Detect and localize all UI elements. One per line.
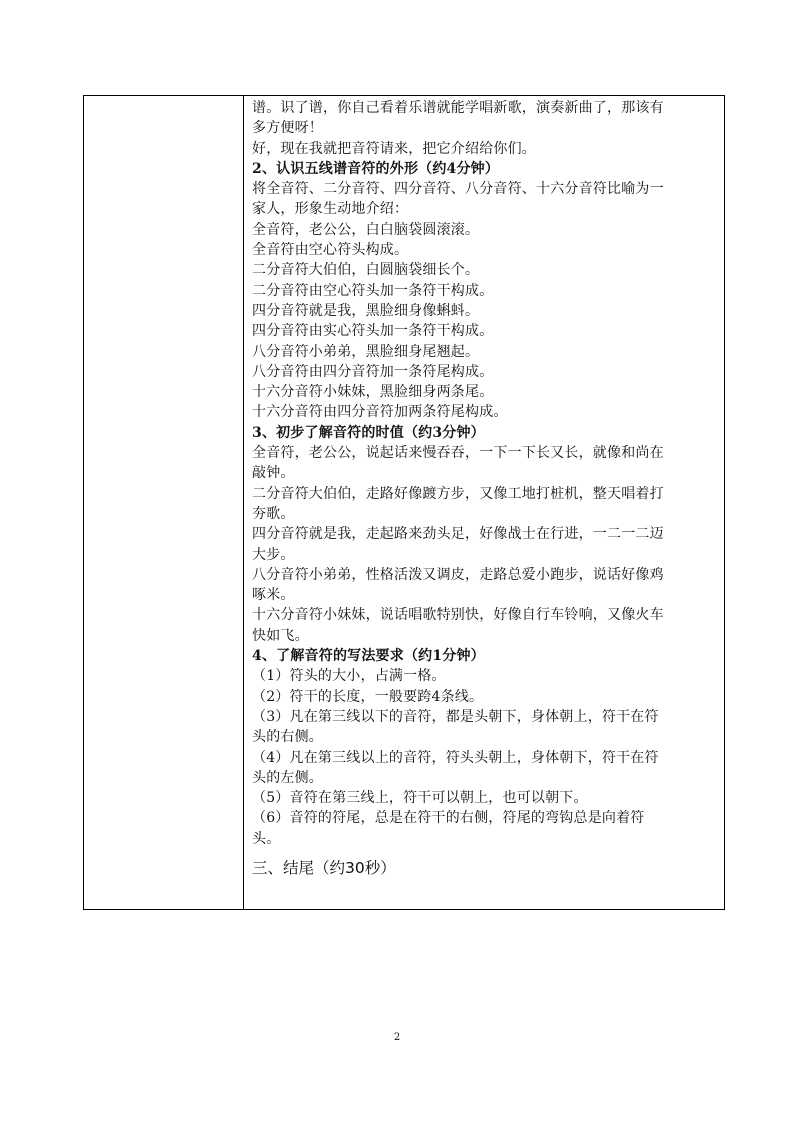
text-line: 二分音符由空心符头加一条符干构成。 — [252, 282, 494, 299]
text-line: 十六分音符由四分音符加两条符尾构成。 — [252, 404, 508, 421]
text-line: 十六分音符小妹妹，黑脸细身两条尾。 — [252, 384, 494, 401]
section-heading: 2、认识五线谱音符的外形（约4分钟） — [252, 160, 500, 177]
text-line: 二分音符大伯伯，走路好像踱方步，又像工地打桩机，整天唱着打 — [252, 485, 664, 502]
text-line: 八分音符由四分音符加一条符尾构成。 — [252, 363, 494, 380]
page-number: 2 — [393, 1032, 401, 1043]
lesson-plan-table — [83, 95, 725, 910]
section-heading: 4、了解音符的写法要求（约1分钟） — [252, 648, 485, 665]
text-line: 啄米。 — [252, 587, 295, 604]
text-line: 夯歌。 — [252, 505, 295, 522]
text-line: 快如飞。 — [252, 627, 309, 644]
text-line: 全音符由空心符头构成。 — [252, 242, 409, 259]
ending-heading: 三、结尾（约30秒） — [252, 858, 396, 877]
content-lines — [252, 98, 716, 849]
left-column-cell — [84, 96, 244, 909]
text-line: 敲钟。 — [252, 465, 295, 482]
text-line: 十六分音符小妹妹，说话唱歌特别快，好像自行车铃响，又像火车 — [252, 607, 664, 624]
text-line: （4）凡在第三线以上的音符，符头头朝上，身体朝下，符干在符 — [252, 749, 659, 766]
text-line: 四分音符就是我，黑脸细身像蝌蚪。 — [252, 302, 480, 319]
text-line: 大步。 — [252, 546, 295, 563]
text-line: 八分音符小弟弟，性格活泼又调皮，走路总爱小跑步，说话好像鸡 — [252, 566, 664, 583]
text-line: （6）音符的符尾，总是在符干的右侧，符尾的弯钩总是向着符 — [252, 810, 645, 827]
text-line: 将全音符、二分音符、四分音符、八分音符、十六分音符比喻为一 — [252, 181, 664, 198]
text-line: 头的左侧。 — [252, 769, 323, 786]
text-line: 好，现在我就把音符请来，把它介绍给你们。 — [252, 140, 536, 157]
text-line: 家人，形象生动地介绍： — [252, 201, 409, 218]
text-line: 多方便呀！ — [252, 120, 323, 137]
text-line: 全音符，老公公，说起话来慢吞吞，一下一下长又长，就像和尚在 — [252, 445, 664, 462]
content-cell — [244, 96, 724, 909]
text-line: 四分音符就是我，走起路来劲头足，好像战士在行进，一二一二迈 — [252, 526, 664, 543]
text-line: 四分音符由实心符头加一条符干构成。 — [252, 323, 494, 340]
text-line: 谱。识了谱，你自己看着乐谱就能学唱新歌，演奏新曲了，那该有 — [252, 100, 664, 116]
section-heading: 3、初步了解音符的时值（约3分钟） — [252, 424, 485, 441]
text-line: （5）音符在第三线上，符干可以朝上，也可以朝下。 — [252, 790, 588, 807]
text-line: 八分音符小弟弟，黑脸细身尾翘起。 — [252, 343, 480, 360]
text-line: （1）符头的大小，占满一格。 — [252, 668, 446, 685]
text-line: （2）符干的长度，一般要跨4条线。 — [252, 688, 484, 705]
text-line: 全音符，老公公，白白脑袋圆滚滚。 — [252, 221, 480, 238]
text-line: 头的右侧。 — [252, 729, 323, 746]
text-line: 二分音符大伯伯，白圆脑袋细长个。 — [252, 262, 480, 279]
text-line: （3）凡在第三线以下的音符，都是头朝下，身体朝上，符干在符 — [252, 708, 659, 725]
text-line: 头。 — [252, 830, 281, 847]
